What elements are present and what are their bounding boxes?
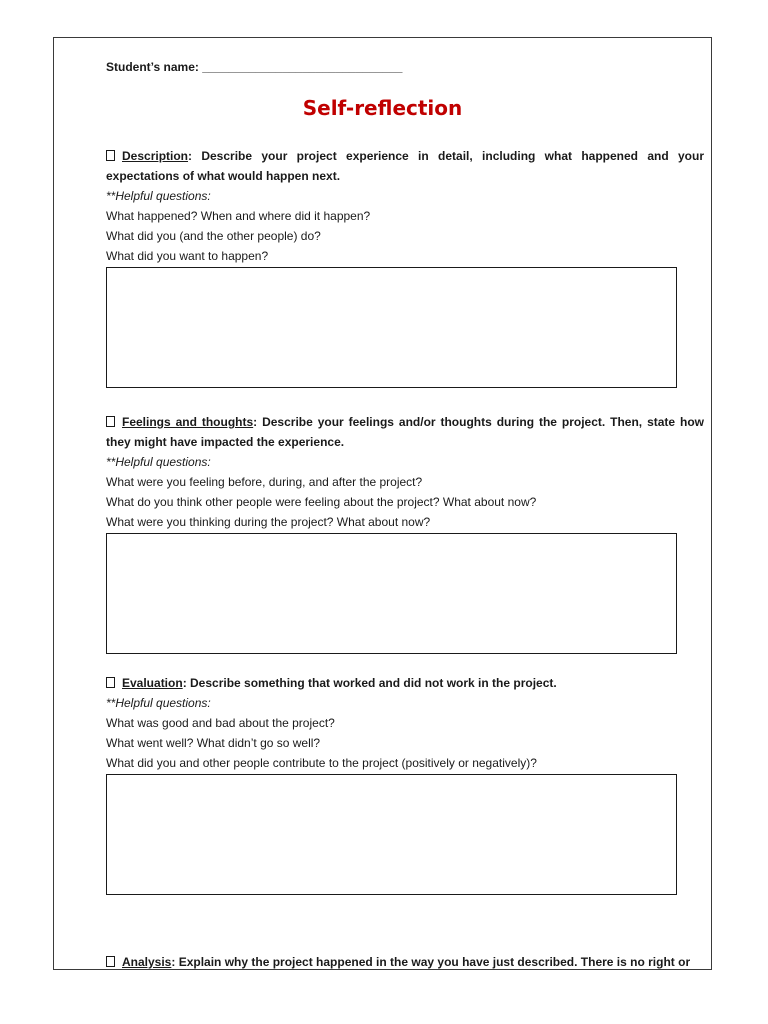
section-heading: Evaluation bbox=[122, 676, 183, 690]
question-item: What did you want to happen? bbox=[106, 249, 269, 263]
question-item: What do you think other people were feeling about the project? What about now? bbox=[106, 495, 537, 509]
section-prompt-text: : Describe your feelings and/or thoughts during the project. Then, state how they might have impacted the experience. bbox=[106, 415, 704, 449]
question-item: What did you (and the other people) do? bbox=[106, 229, 321, 243]
section-heading: Analysis bbox=[122, 955, 172, 969]
question-item: What did you and other people contribute to the project (positively or negatively)? bbox=[106, 756, 537, 770]
checkbox-icon bbox=[106, 956, 115, 967]
checkbox-icon bbox=[106, 150, 115, 161]
section-evaluation bbox=[106, 673, 704, 773]
section-prompt-text: : Explain why the project happened in the way you have just described. There is no right or bbox=[171, 955, 691, 969]
question-item: What were you feeling before, during, and after the project? bbox=[106, 475, 423, 489]
section-prompt bbox=[106, 952, 704, 970]
helpful-questions-label: **Helpful questions: bbox=[106, 455, 211, 469]
evaluation-answer-box[interactable] bbox=[106, 774, 677, 895]
description-answer-box[interactable] bbox=[106, 267, 677, 388]
page-title: Self-reflection bbox=[302, 96, 463, 120]
feelings-answer-box[interactable] bbox=[106, 533, 677, 654]
section-prompt bbox=[106, 673, 704, 693]
section-heading: Description bbox=[122, 149, 189, 163]
section-prompt-text: : Describe something that worked and did not work in the project. bbox=[182, 676, 557, 690]
page-bottom-rule bbox=[53, 969, 712, 970]
helpful-questions-label: **Helpful questions: bbox=[106, 189, 211, 203]
checkbox-icon bbox=[106, 677, 115, 688]
section-analysis bbox=[106, 952, 704, 970]
helpful-questions-label: **Helpful questions: bbox=[106, 696, 211, 710]
document-page bbox=[53, 37, 712, 970]
section-heading: Feelings and thoughts bbox=[122, 415, 254, 429]
student-name-field[interactable]: Student’s name: ______________________________ bbox=[106, 60, 403, 74]
question-item: What happened? When and where did it happen? bbox=[106, 209, 371, 223]
question-item: What were you thinking during the project? What about now? bbox=[106, 515, 431, 529]
checkbox-icon bbox=[106, 416, 115, 427]
section-prompt bbox=[106, 146, 704, 186]
section-feelings-and-thoughts bbox=[106, 412, 704, 532]
section-prompt-text: : Describe your project experience in detail, including what happened and your expectations of what would happen next. bbox=[106, 149, 704, 183]
section-description bbox=[106, 146, 704, 266]
question-item: What went well? What didn’t go so well? bbox=[106, 736, 321, 750]
question-item: What was good and bad about the project? bbox=[106, 716, 335, 730]
section-prompt bbox=[106, 412, 704, 452]
